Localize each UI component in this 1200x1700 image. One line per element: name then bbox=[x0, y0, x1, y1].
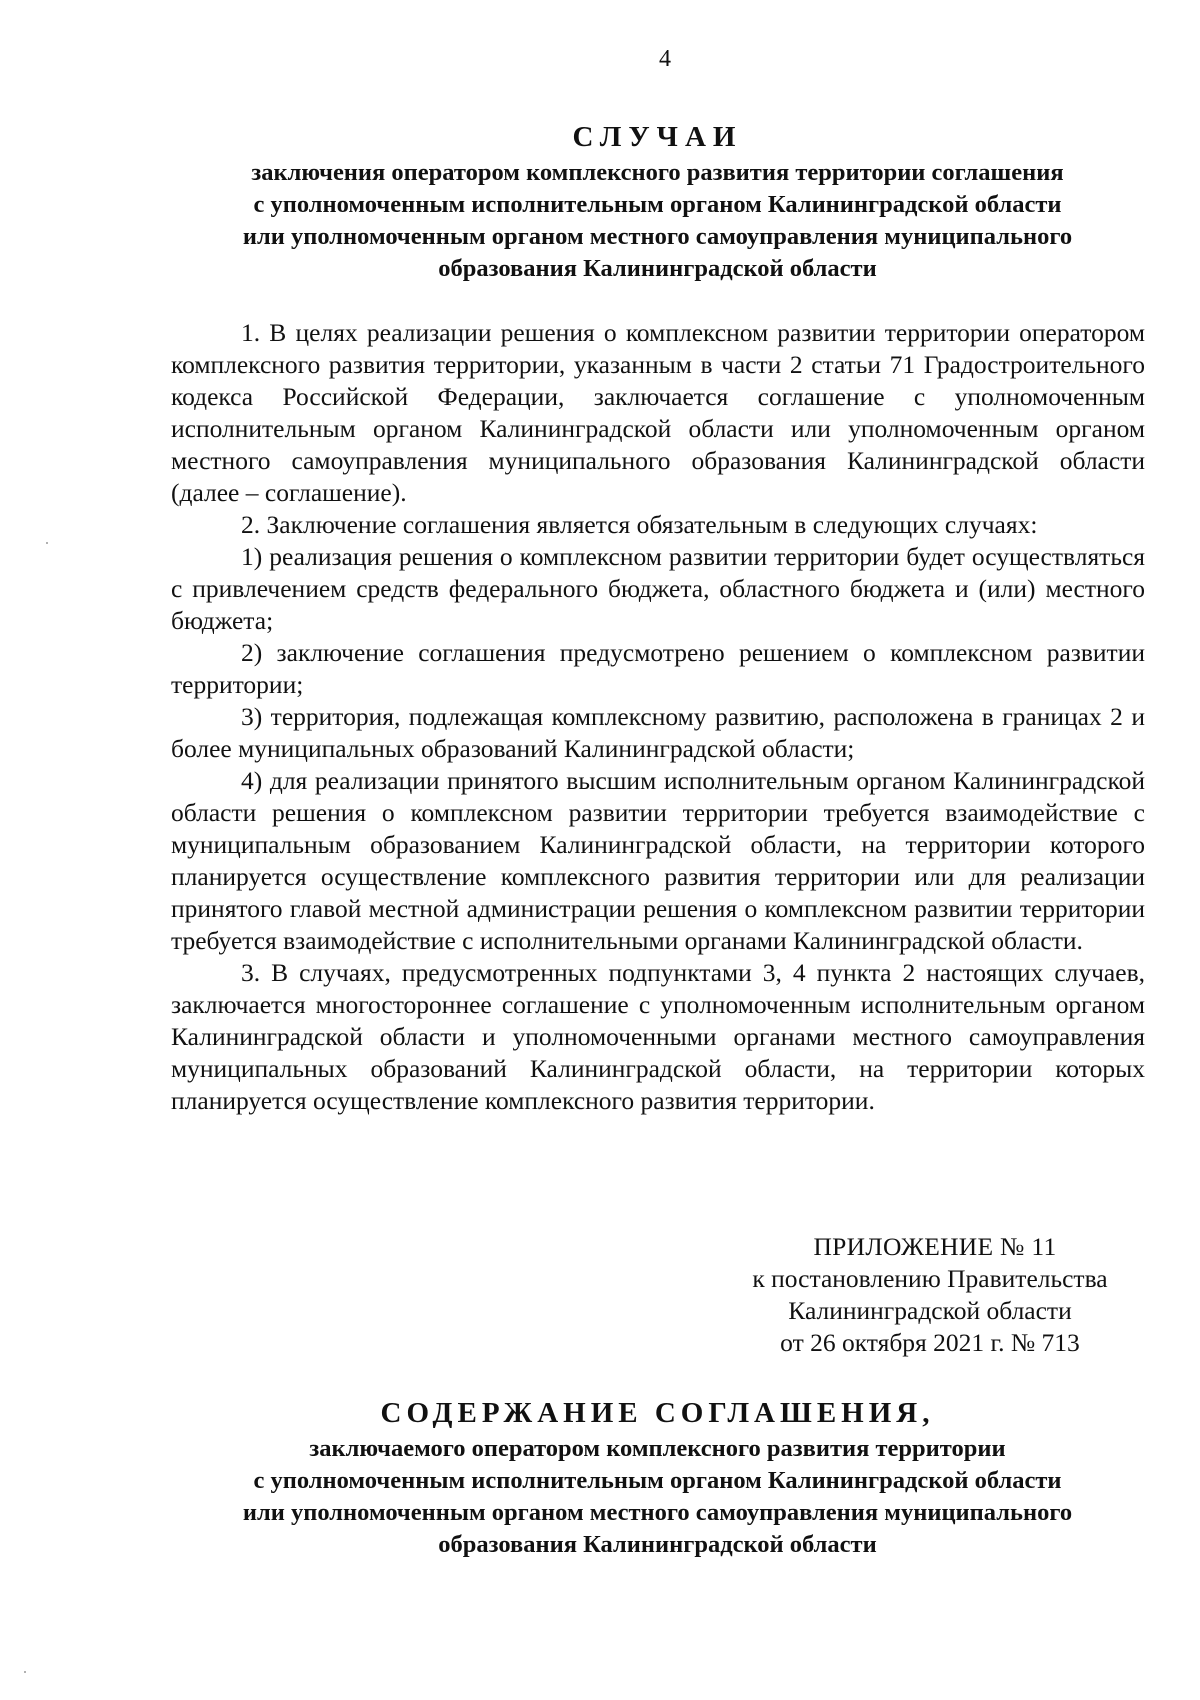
subitem-1: 1) реализация решения о комплексном развитии территории будет осуществляться с привлечением средств федерального бюджета, областного бюджета и (или) местного бюджета; bbox=[171, 542, 1145, 635]
annex-title: ПРИЛОЖЕНИЕ № 11 bbox=[813, 1232, 1057, 1261]
annex-block bbox=[720, 1231, 1140, 1359]
section1-heading: СЛУЧАИ bbox=[572, 121, 743, 153]
annex-line: Калининградской области bbox=[788, 1296, 1072, 1325]
section1-subheading-line: с уполномоченным исполнительным органом Калининградской области bbox=[253, 191, 1062, 218]
page-number: 4 bbox=[659, 46, 671, 72]
section1-title bbox=[170, 117, 1145, 285]
annex-line: от 26 октября 2021 г. № 713 bbox=[780, 1328, 1080, 1357]
subitem-4: 4) для реализации принятого высшим исполнительным органом Калининградской области решения о комплексном развитии территории требуется взаимодействие с муниципальным образованием Калининградской области, на территории которого планируется осуществление комплексного развития территории или для реализации принятого главой местной администрации решения о комплексном развитии территории требуется взаимодействие с исполнительными органами Калининградской области. bbox=[171, 766, 1145, 955]
annex-line: к постановлению Правительства bbox=[752, 1264, 1108, 1293]
scan-speck bbox=[46, 542, 48, 544]
section2-subheading-line: заключаемого оператором комплексного развития территории bbox=[309, 1435, 1006, 1462]
section1-subheading-line: заключения оператором комплексного развития территории соглашения bbox=[251, 159, 1064, 186]
section2-heading: СОДЕРЖАНИЕ СОГЛАШЕНИЯ, bbox=[380, 1397, 935, 1429]
subitem-2: 2) заключение соглашения предусмотрено решением о комплексном развитии территории; bbox=[171, 638, 1145, 699]
scan-speck bbox=[24, 1671, 26, 1673]
section2-title bbox=[170, 1393, 1145, 1561]
paragraph-3: 3. В случаях, предусмотренных подпунктами 3, 4 пункта 2 настоящих случаев, заключается многостороннее соглашение с уполномоченным исполнительным органом Калининградской области и уполномоченными органами местного самоуправления муниципальных образований Калининградской области, на территории которых планируется осуществление комплексного развития территории. bbox=[171, 958, 1145, 1115]
section1-body bbox=[171, 317, 1145, 1117]
paragraph-1: 1. В целях реализации решения о комплексном развитии территории оператором комплексного развития территории, указанным в части 2 статьи 71 Градостроительного кодекса Российской Федерации, заключается соглашение с уполномоченным исполнительным органом Калининградской области или уполномоченным органом местного самоуправления муниципального образования Калининградской области (далее – соглашение). bbox=[171, 318, 1145, 507]
section2-subheading-line: или уполномоченным органом местного самоуправления муниципального bbox=[242, 1499, 1073, 1526]
subitem-3: 3) территория, подлежащая комплексному развитию, расположена в границах 2 и более муниципальных образований Калининградской области; bbox=[171, 702, 1145, 763]
section2-subheading-line: образования Калининградской области bbox=[438, 1531, 877, 1558]
paragraph-2: 2. Заключение соглашения является обязательным в следующих случаях: bbox=[241, 510, 1038, 539]
section2-subheading-line: с уполномоченным исполнительным органом Калининградской области bbox=[253, 1467, 1062, 1494]
section1-subheading-line: или уполномоченным органом местного самоуправления муниципального bbox=[242, 223, 1073, 250]
section1-subheading-line: образования Калининградской области bbox=[438, 255, 877, 282]
